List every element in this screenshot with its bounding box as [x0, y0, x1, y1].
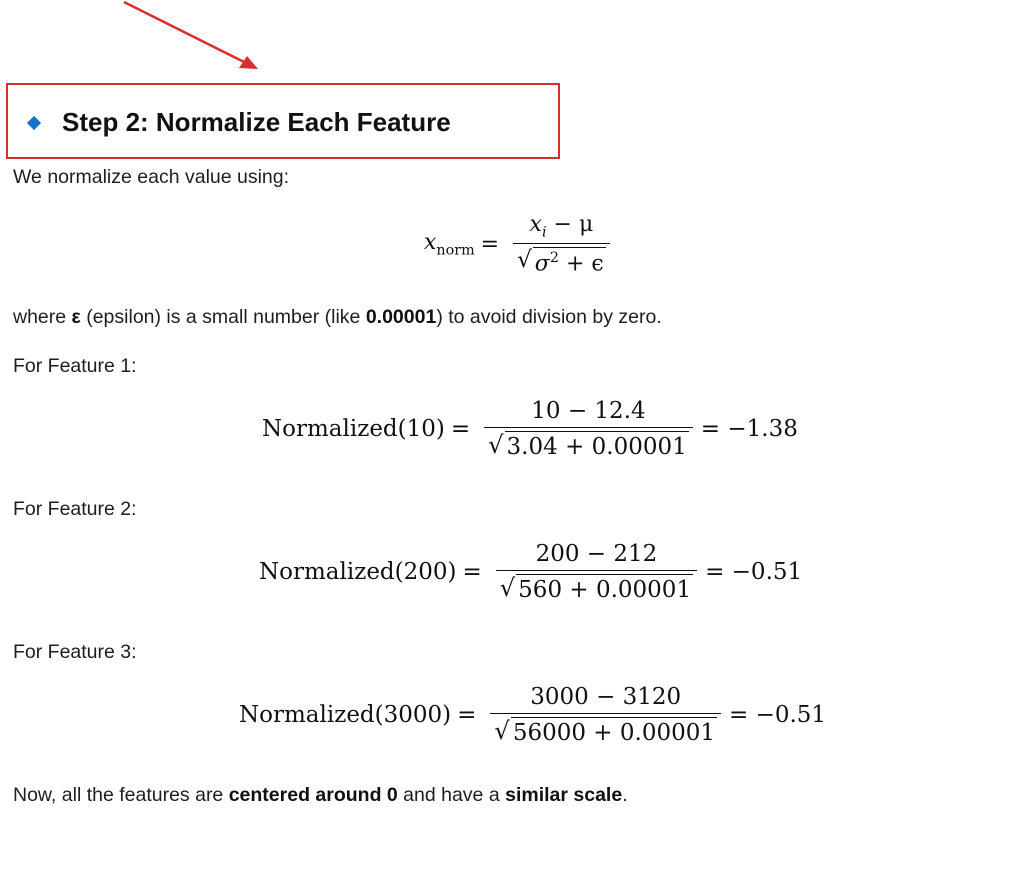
feature-3-equation: Normalized(3000) = 3000 − 3120 √ 56000 + 0.00001 = −0.51 — [239, 684, 827, 746]
feature-2-lhs: Normalized(200) — [259, 559, 457, 585]
annotation-arrow-icon — [0, 0, 300, 80]
feature-2-fraction: 200 − 212 √ 560 + 0.00001 — [496, 541, 697, 603]
feature-1-denominator: 3.04 + 0.00001 — [505, 431, 689, 460]
conclusion-text: Now, all the features are centered around 0 and have a similar scale. — [13, 784, 628, 806]
feature-3-numerator: 3000 − 3120 — [530, 684, 682, 710]
feature-1-fraction: 10 − 12.4 √ 3.04 + 0.00001 — [484, 398, 693, 460]
feature-1-lhs: Normalized(10) — [262, 416, 445, 442]
formula-lhs: $x_{norm}$ — [424, 230, 475, 259]
formula-numerator: $x_i - \mu$ — [529, 212, 594, 241]
feature-1-equation: Normalized(10) = 10 − 12.4 √ 3.04 + 0.00001 = −1.38 — [262, 398, 798, 460]
formula-denominator: √ $\sigma^2 + \epsilon$ — [513, 243, 610, 276]
feature-1-result: = −1.38 — [700, 416, 798, 442]
heading-text: Step 2: Normalize Each Feature — [62, 107, 451, 137]
diamond-bullet-icon — [27, 115, 41, 129]
feature-3-fraction: 3000 − 3120 √ 56000 + 0.00001 — [490, 684, 721, 746]
feature-2-denominator: 560 + 0.00001 — [516, 574, 693, 603]
intro-text: We normalize each value using: — [13, 166, 290, 188]
feature-1-numerator: 10 − 12.4 — [531, 398, 646, 424]
feature-3-lhs: Normalized(3000) — [239, 702, 452, 728]
formula-equals: = — [480, 231, 500, 257]
feature-2-numerator: 200 − 212 — [535, 541, 658, 567]
feature-1-label: For Feature 1: — [13, 355, 137, 377]
formula-fraction — [513, 212, 610, 277]
feature-2-label: For Feature 2: — [13, 498, 137, 520]
section-heading — [26, 107, 451, 138]
feature-2-equation: Normalized(200) = 200 − 212 √ 560 + 0.00001 = −0.51 — [259, 541, 803, 603]
feature-3-result: = −0.51 — [728, 702, 827, 728]
feature-3-label: For Feature 3: — [13, 641, 137, 663]
epsilon-note: where ε (epsilon) is a small number (like 0.00001) to avoid division by zero. — [13, 306, 662, 328]
feature-3-denominator: 56000 + 0.00001 — [511, 717, 717, 746]
feature-2-result: = −0.51 — [705, 559, 803, 585]
general-formula — [424, 212, 618, 277]
